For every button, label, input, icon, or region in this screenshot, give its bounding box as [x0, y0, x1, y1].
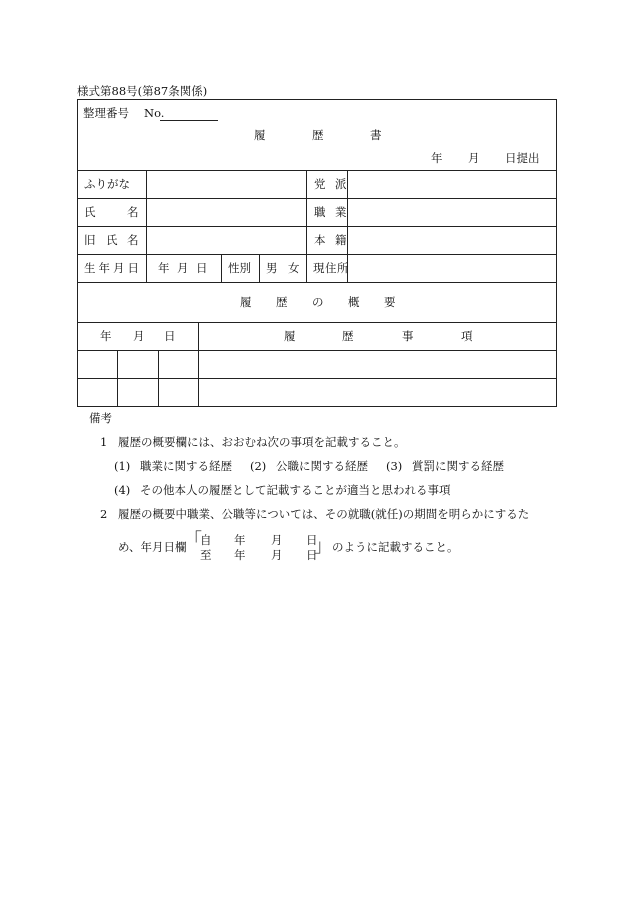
sub-4-text: その他本人の履歴として記載することが適当と思われる事項: [140, 483, 451, 497]
from-row-char: 年: [234, 533, 246, 547]
to-row-char: 月: [271, 548, 283, 562]
divider: [146, 170, 147, 254]
history-item-header-char: 歴: [342, 329, 354, 343]
genjusho-label-char: 住: [325, 261, 337, 275]
birth-year-label: 年: [158, 261, 170, 275]
kyu-shimei-label-char: 旧: [84, 233, 96, 247]
genjusho-label-char: 現: [313, 261, 325, 275]
divider: [221, 254, 222, 282]
history-item-header-char: 項: [461, 329, 473, 343]
rirekisho-form: [77, 99, 557, 407]
divider: [259, 254, 260, 282]
to-row-char: 至: [200, 548, 212, 562]
submit-day: 日提出: [505, 151, 540, 165]
divider: [77, 170, 557, 171]
gaiyo-header-char: の: [312, 295, 324, 309]
gaiyo-header-char: 歴: [276, 295, 288, 309]
seinengappi-label: 生年月日: [84, 261, 142, 275]
divider: [77, 198, 557, 199]
sub-2-text: 公職に関する経歴: [276, 459, 368, 473]
title-char: 歴: [312, 128, 324, 142]
honseki-label-char: 籍: [335, 233, 347, 247]
shokugyo-label-char: 業: [335, 205, 347, 219]
history-item-header-char: 事: [402, 329, 414, 343]
birth-day-label: 日: [196, 261, 208, 275]
gaiyo-header-char: 要: [384, 295, 396, 309]
to-row-char: 日: [306, 548, 318, 562]
to-row-char: 年: [234, 548, 246, 562]
form-number-label: 様式第88号(第87条関係): [77, 84, 208, 98]
submit-month: 月: [468, 151, 480, 165]
divider: [306, 170, 307, 282]
touha-label-char: 派: [335, 177, 347, 191]
bracket-close: 」: [314, 536, 332, 557]
note-1-text: 履歴の概要欄には、おおむね次の事項を記載すること。: [118, 435, 406, 449]
divider: [77, 226, 557, 227]
from-row-char: 日: [306, 533, 318, 547]
gaiyo-header-char: 概: [348, 295, 360, 309]
divider: [158, 350, 159, 407]
notes-title: 備考: [89, 411, 112, 425]
note-2-text: 履歴の概要中職業、公職等については、その就職(就任)の期間を明らかにするた: [118, 507, 530, 521]
history-date-header-char: 日: [164, 329, 176, 343]
furigana-label: ふりがな: [84, 177, 130, 191]
birth-month-label: 月: [177, 261, 189, 275]
divider: [77, 322, 557, 323]
divider: [77, 282, 557, 283]
sub-3-number: (3): [386, 459, 403, 473]
bracket-open: 「: [184, 530, 202, 551]
sub-2-number: (2): [250, 459, 267, 473]
kyu-shimei-label-char: 氏: [106, 233, 118, 247]
sex-option-male: 男: [266, 261, 278, 275]
sub-3-text: 賞罰に関する経歴: [412, 459, 504, 473]
touha-label-char: 党: [314, 177, 326, 191]
divider: [117, 350, 118, 407]
divider: [198, 322, 199, 407]
shokugyo-label-char: 職: [314, 205, 326, 219]
sex-option-female: 女: [288, 261, 300, 275]
no-label: No.: [144, 106, 165, 120]
divider: [77, 378, 557, 379]
note-2-continuation: め、年月日欄: [118, 540, 187, 554]
honseki-label-char: 本: [314, 233, 326, 247]
seibetsu-label: 性別: [228, 261, 251, 275]
title-char: 書: [370, 128, 382, 142]
seiri-bango-label: 整理番号: [83, 106, 129, 120]
genjusho-label-char: 所: [337, 261, 349, 275]
note-1-number: 1: [100, 435, 108, 449]
from-row-char: 月: [271, 533, 283, 547]
sub-1-number: (1): [114, 459, 131, 473]
history-date-header-char: 月: [133, 329, 145, 343]
submit-year: 年: [431, 151, 443, 165]
kyu-shimei-label-char: 名: [127, 233, 139, 247]
note-2-number: 2: [100, 507, 108, 521]
sub-1-text: 職業に関する経歴: [140, 459, 232, 473]
shimei-label-char: 氏: [84, 205, 96, 219]
from-row-char: 自: [200, 533, 212, 547]
sub-4-number: (4): [114, 483, 131, 497]
divider: [77, 350, 557, 351]
gaiyo-header-char: 履: [240, 295, 252, 309]
history-item-header-char: 履: [284, 329, 296, 343]
note-2-ending: のように記載すること。: [332, 540, 459, 554]
title-char: 履: [254, 128, 266, 142]
number-field-underline: [160, 120, 218, 121]
divider: [77, 254, 557, 255]
history-date-header-char: 年: [100, 329, 112, 343]
shimei-label-char: 名: [127, 205, 139, 219]
divider: [146, 254, 147, 282]
